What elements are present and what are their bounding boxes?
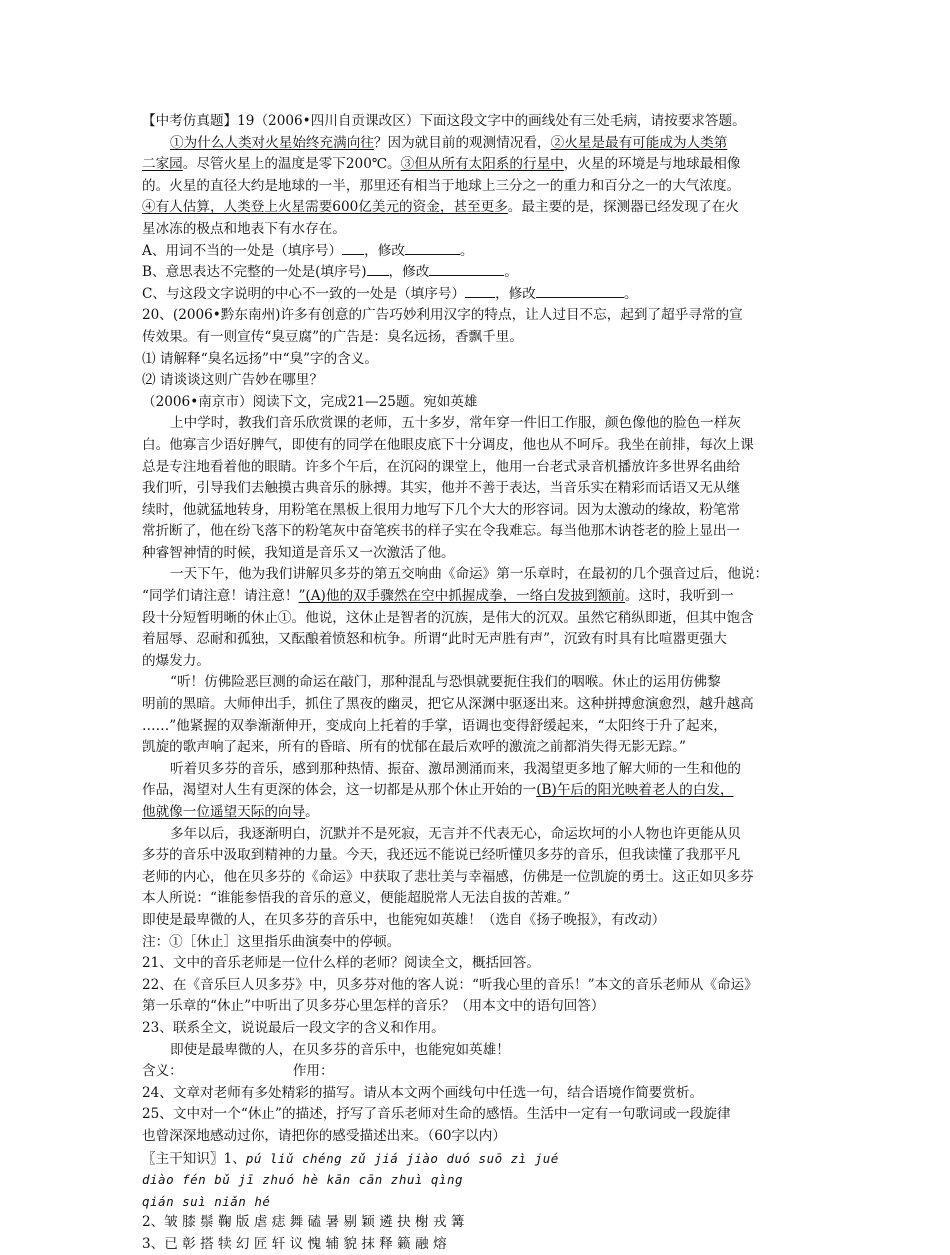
article-closing-line: 即使是最卑微的人，在贝多芬的音乐中，也能宛如英雄！（选自《扬子晚报》，有改动） [142,911,666,928]
article-para1-line: 上中学时，教我们音乐欣赏课的老师，五十多岁，常年穿一件旧工作服，颜色像他的脸色一样灰 [170,415,741,432]
article-para5-line: 本人所说：“谁能参悟我的音乐的意义，便能超脱常人无法自拔的苦难。” [142,890,571,907]
knowledge-line-3 [142,1191,812,1213]
passage-text: 。最主要的是，探测器已经发现了在火 [507,199,739,216]
question-23-sentence: 即使是最卑微的人，在贝多芬的音乐中，也能宛如英雄！ [170,1041,510,1058]
knowledge-label: 〖主干知识〗1、 [142,1150,246,1167]
item-c-revise: ，修改 [495,285,536,302]
article-para2-line: 着屈辱、忍耐和孤独，又酝酿着愤怒和杭争。所谓“此时无声胜有声”，沉致有时具有比喧嚣更强大 [142,631,727,648]
item-c-label: C、与这段文字说明的中心不一致的一处是（填序号） [142,285,466,302]
article-para1-line: 续时，他就猛地转身，用粉笔在黑板上很用力地写下几个大大的形容词。因为太激动的缘故，粉笔常 [142,501,741,518]
period: 。 [623,285,638,302]
article-para3-line: 凯旋的歌声响了起来，所有的昏暗、所有的忧郁在最后欢呼的激流之前都消失得无影无踪。” [142,739,686,756]
article-para1-line: 总是专注地看着他的眼睛。许多个午后，在沉闷的课堂上，他用一台老式录音机播放许多世界名曲给 [142,458,741,475]
reading-intro: （2006•南京市）阅读下文，完成21—25题。宛如英雄 [142,393,478,410]
passage-text: 作品，渴望对人生有更深的体会，这一切都是从那个休止开始的一 [142,782,537,799]
underlined-sentence-b-cont: 他就像一位遥望天际的向导 [142,804,306,820]
question-23-answer-row [142,1061,812,1083]
article-para5-line: 老师的内心，他在贝多芬的《命运》中获取了悲壮美与幸福感，仿佛是一位凯旋的勇士。这正如贝多芬 [142,868,754,885]
q19-passage-line-1 [142,133,812,155]
item-b-label: B、意思表达不完整的一处是(填序号) [142,264,367,281]
article-para3-line: “听！仿佛险恶巨测的命运在敲门，那种混乱与恐惧就要扼住我们的咽喉。休止的运用仿佛黎 [170,674,721,691]
article-para3-line: 明前的黑暗。大师伸出手，抓住了黑夜的幽灵，把它从深渊中驱逐出来。这种拼搏愈演愈烈，越升越高 [142,696,754,713]
underlined-sentence-4: ④有人估算，人类登上火星需要600亿美元的资金，甚至更多 [142,199,508,216]
question-25: 25、文中对一个“休止”的描述，抒写了音乐老师对生命的感悟。生活中一定有一句歌词或一段旋律 [142,1106,731,1123]
answer-blank[interactable] [429,262,504,276]
q20-sub-1: ⑴ 请解释“臭名远扬”中“臭”字的含义。 [142,350,379,367]
footnote: 注：①［休止］这里指乐曲演奏中的停顿。 [142,933,401,950]
q19-item-b [142,262,812,284]
article-para1-line: 白。他寡言少语好脾气，即使有的同学在他眼皮底下十分调皮，他也从不呵斥。我坐在前排，每次上课 [142,436,754,453]
knowledge-line-1 [142,1148,812,1170]
answer-blank[interactable] [405,241,460,255]
question-22: 22、在《音乐巨人贝多芬》中，贝多芬对他的客人说：“听我心里的音乐！”本文的音乐老师从《命运》 [142,976,758,993]
q19-title: 【中考仿真题】19（2006•四川自贡课改区）下面这段文字中的画线处有三处毛病，请按要求答题。 [142,113,746,129]
pinyin-row: diào fén bǔ jī zhuó hè kān cān zhuì qìng [142,1172,464,1188]
article-para4-line [142,780,812,802]
q19-item-c [142,284,812,306]
item-a-label: A、用词不当的一处是（填序号） [142,242,343,259]
passage-text: 。尽管火星上的温度是零下200℃。 [182,156,401,173]
q19-passage-line-4 [142,197,812,219]
effect-label: 作用： [292,1063,334,1080]
article-para5-line: 多年以后，我逐渐明白，沉默并不是死寂，无言并不代表无心，命运坎坷的小人物也许更能从贝 [170,825,741,842]
q19-passage-line-5: 星冰冻的极点和地表下有水存在。 [142,220,346,237]
article-para4-line: 听着贝多芬的音乐，感到那种热情、振奋、激昂测涌而来，我渴望更多地了解大师的一生和他的 [170,760,741,777]
underlined-sentence-b: (B)午后的阳光映着老人的白发， [536,782,734,799]
question-21: 21、文中的音乐老师是一位什么样的老师？阅读全文，概括回答。 [142,955,540,972]
q20-line-2: 传效果。有一则宣传“臭豆腐”的广告是：臭名远扬，香飘千里。 [142,328,523,345]
article-para2-line: 段十分短暂明晰的休止①。他说，这休止是智者的沉族，是伟大的沉双。虽然它稍纵即逝，但其中饱含 [142,609,754,626]
answer-blank[interactable] [342,241,364,255]
passage-text: ？因为就目前的观测情况看， [373,134,551,151]
question-22-cont: 第一乐章的“休止”中听出了贝多芬心里怎样的音乐？（用本文中的语句回答） [142,998,605,1015]
answer-blank[interactable] [465,284,495,298]
article-para1-line: 常折断了，他在纷飞落下的粉笔灰中奋笔疾书的样子实在令我难忘。每当他那木讷苍老的脸上显出一 [142,523,741,540]
passage-text: 。这时，我听到一 [624,588,734,605]
underlined-sentence-1: ①为什么人类对火星始终充满向往 [170,134,374,151]
pinyin-row: pú liǔ chéng zǔ jiá jiào duó suō zì jué [245,1150,559,1166]
pinyin-row: qián suì niǎn hé [142,1193,271,1209]
q20-sub-2: ⑵ 请谈谈这则广告妙在哪里？ [142,372,324,389]
knowledge-line-5: 3、已 彰 搭 犊 幻 匠 轩 议 愧 辅 貌 抹 释 籁 融 熔 [142,1235,447,1252]
period: 。 [504,264,518,281]
passage-text: “同学们请注意！请注意！ [142,588,299,605]
underlined-sentence-2: ②火星是最有可能成为人类第 [550,134,728,151]
question-23: 23、联系全文，说说最后一段文字的含义和作用。 [142,1019,445,1036]
article-para2-line: 一天下午，他为我们讲解贝多芬的第五交响曲《命运》第一乐章时，在最初的几个强音过后，他说： [170,566,769,583]
answer-blank[interactable] [536,284,624,298]
underlined-sentence-3: ③但从所有太阳系的行星中 [400,156,564,173]
question-25-cont: 也曾深深地感动过你，请把你的感受描述出来。（60字以内） [142,1127,506,1144]
q19-item-a [142,241,812,263]
q20-line-1: 20、(2006•黔东南州)许多有创意的广告巧妙利用汉字的特点，让人过目不忘，起到了超乎寻常的宣 [142,307,743,324]
period: 。 [459,242,474,259]
article-para1-line: 我们听，引导我们去触摸古典音乐的脉搏。其实，他并不善于表达，当音乐实在精彩而话语又无从继 [142,480,741,497]
period: 。 [305,804,319,820]
q19-passage-line-3: 的。火星的直径大约是地球的一半，那里还有相当于地球上三分之一的重力和百分之一的大气浓度。 [142,177,741,194]
q19-passage-line-2 [142,154,812,176]
meaning-label: 含义： [142,1063,183,1080]
article-para4-line [142,802,812,824]
passage-text: ，火星的环境是与地球最相像 [563,156,741,173]
underlined-sentence-a: ”(A)他的双手骤然在空中抓握成拳，一络白发披到额前 [298,588,625,605]
item-a-revise: ，修改 [364,242,405,259]
document-page [142,111,812,1255]
article-para1-line: 种睿智神情的时候，我知道是音乐又一次激活了他。 [142,544,455,561]
answer-blank[interactable] [367,262,389,276]
knowledge-line-2 [142,1169,812,1191]
knowledge-line-4: 2、皱 膝 鬃 鞠 版 虐 痣 舞 磕 暑 剔 颖 遴 抉 榭 戎 篝 [142,1214,465,1231]
article-para2-line: 的爆发力。 [142,652,210,669]
question-24: 24、文章对老师有多处精彩的描写。请从本文两个画线句中任选一句，结合语境作简要赏析。 [142,1084,704,1101]
underlined-sentence-2-cont: 二家园 [142,156,183,173]
item-b-revise: ，修改 [388,264,430,281]
article-para5-line: 多芬的音乐中汲取到精神的力量。今天，我还远不能说已经听懂贝多芬的音乐，但我读懂了我那平凡 [142,847,741,864]
article-para2-line [142,586,812,608]
article-para3-line: ……”他紧握的双拳渐渐伸开，变成向上托着的手掌，语调也变得舒缓起来，“太阳终于升了起来， [142,717,727,734]
